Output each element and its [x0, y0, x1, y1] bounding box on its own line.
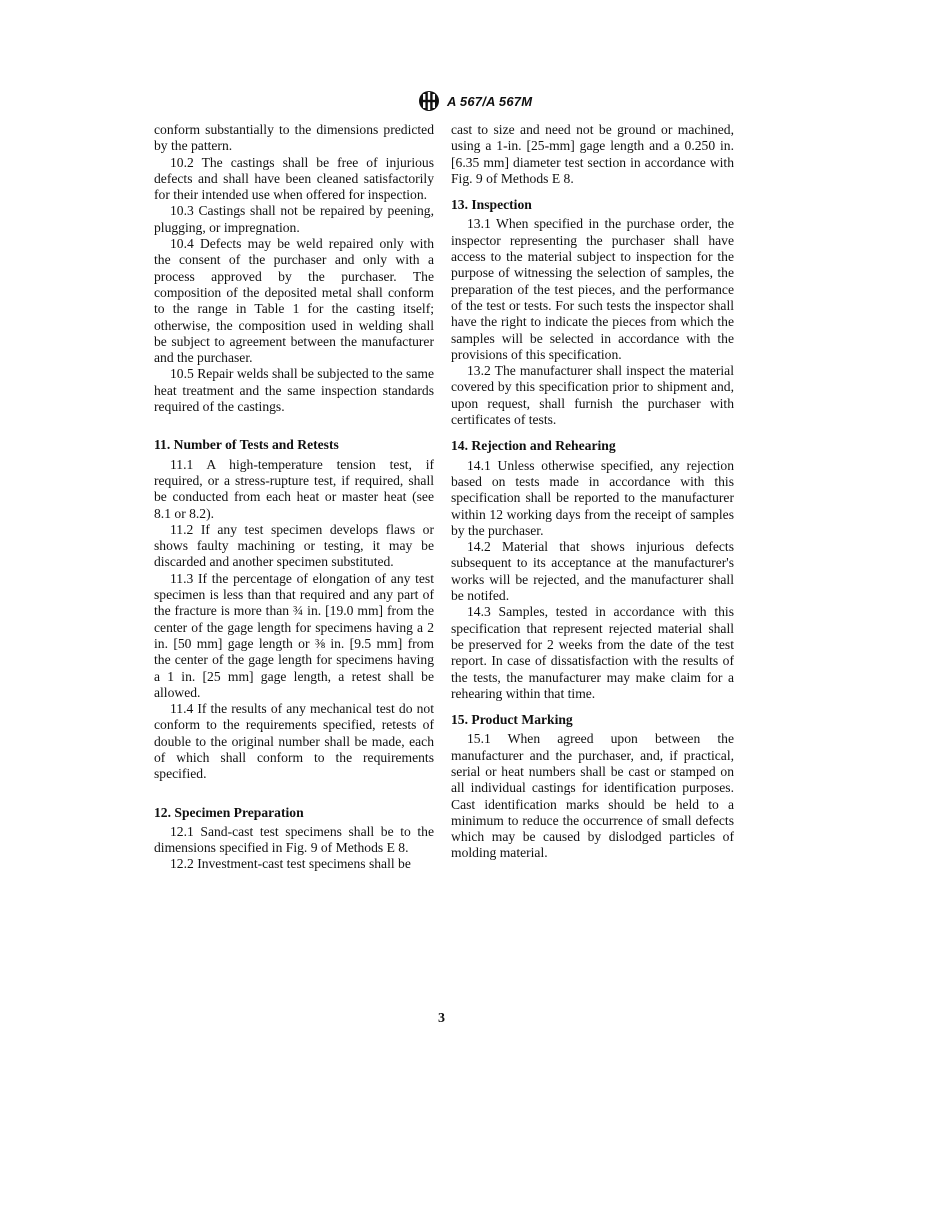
- section-heading-12: 12. Specimen Preparation: [154, 804, 304, 820]
- section-heading-13: 13. Inspection: [451, 197, 532, 213]
- paragraph-11-4: 11.4 If the results of any mechanical test do not conform to the requirements specified, retests of double to the original number shall be made, each of which shall conform to the requirements specified.: [154, 701, 434, 782]
- paragraph-11-1: 11.1 A high-temperature tension test, if required, or a stress-rupture test, if required, shall be conducted from each heat or master heat (see 8.1 or 8.2).: [154, 456, 434, 521]
- paragraph-14-2: 14.2 Material that shows injurious defects subsequent to its acceptance at the manufacturer's works will be rejected, and the manufacturer shall be notifed.: [451, 539, 734, 604]
- left-column: [154, 122, 434, 873]
- astm-logo-icon: [418, 90, 440, 112]
- paragraph-10-4: 10.4 Defects may be weld repaired only with the consent of the purchaser and only with a process approved by the purchaser. The composition of the deposited metal shall conform to the range in Table 1 for the casting itself; otherwise, the composition used in welding shall be subject to agreement between the manufacturer and the purchaser.: [154, 236, 434, 366]
- document-designation: A 567/A 567M: [447, 93, 533, 109]
- paragraph-13-2: 13.2 The manufacturer shall inspect the material covered by this specification prior to shipment and, upon request, shall furnish the purchaser with certificates of tests.: [451, 363, 734, 428]
- paragraph-14-1: 14.1 Unless otherwise specified, any rejection based on tests made in accordance with this specification shall be reported to the manufacturer within 12 working days from the receipt of samples by the purchaser.: [451, 457, 734, 538]
- paragraph-10-3: 10.3 Castings shall not be repaired by peening, plugging, or impregnation.: [154, 203, 434, 235]
- section-heading-14: 14. Rejection and Rehearing: [451, 438, 616, 454]
- paragraph-15-1: 15.1 When agreed upon between the manufacturer and the purchaser, and, if practical, serial or heat numbers shall be cast or stamped on all individual castings for identification purposes. Cast identification marks should be held to a minimum to reduce the occurrence of small defects which may be caused by dislodged particles of molding material.: [451, 731, 734, 861]
- right-column: [451, 122, 734, 862]
- page-number: 3: [438, 1011, 445, 1026]
- paragraph-13-1: 13.1 When specified in the purchase order, the inspector representing the purchaser shall have access to the material subject to inspection for the purpose of witnessing the selection of samples, the preparation of the test pieces, and the performance of the test or tests. For such tests the inspector shall have the right to indicate the pieces from which the samples will be selected in accordance with the provisions of this specification.: [451, 216, 734, 362]
- paragraph-10-5: 10.5 Repair welds shall be subjected to the same heat treatment and the same inspection standards required of the castings.: [154, 366, 434, 415]
- paragraph-11-3: 11.3 If the percentage of elongation of any test specimen is less than that required and any part of the fracture is more than ¾ in. [19.0 mm] from the center of the gage length for specimens having a 2 in. [50 mm] gage length or ⅜ in. [9.5 mm] from the center of the gage length for specimens having a 1 in. [25 mm] gage length, a retest shall be allowed.: [154, 570, 434, 700]
- section-heading-11: 11. Number of Tests and Retests: [154, 437, 339, 453]
- paragraph-14-3: 14.3 Samples, tested in accordance with this specification that represent rejected material shall be preserved for 2 weeks from the date of the test report. In case of dissatisfaction with the results of the tests, the manufacturer may make claim for a rehearing within that time.: [451, 604, 734, 701]
- paragraph-continuation: cast to size and need not be ground or machined, using a 1-in. [25-mm] gage length and a 0.250 in. [6.35 mm] diameter test section in accordance with Fig. 9 of Methods E 8.: [451, 122, 734, 186]
- paragraph-12-2: 12.2 Investment-cast test specimens shall be: [170, 856, 411, 872]
- paragraph-10-2: 10.2 The castings shall be free of injurious defects and shall have been cleaned satisfactorily for their intended use when offered for inspection.: [154, 154, 434, 203]
- paragraph-11-2: 11.2 If any test specimen develops flaws or shows faulty machining or testing, it may be discarded and another specimen substituted.: [154, 521, 434, 570]
- paragraph-continuation: conform substantially to the dimensions predicted by the pattern.: [154, 122, 434, 154]
- paragraph-12-1: 12.1 Sand-cast test specimens shall be to the dimensions specified in Fig. 9 of Methods E 8.: [154, 823, 434, 856]
- section-heading-15: 15. Product Marking: [451, 712, 573, 728]
- page-header: [418, 90, 532, 112]
